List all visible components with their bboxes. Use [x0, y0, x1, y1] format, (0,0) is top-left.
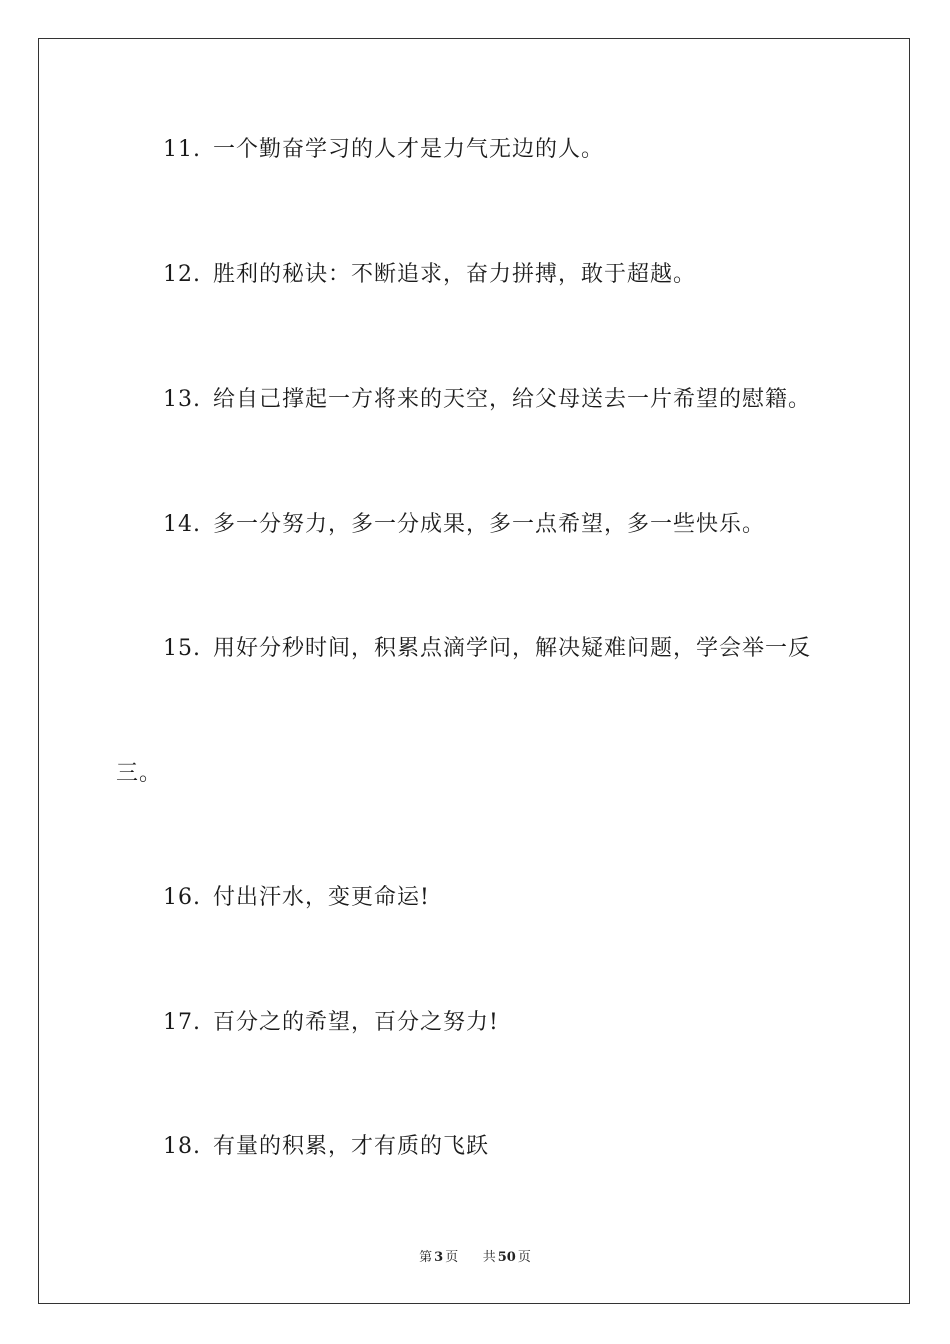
item-number: 17. [163, 1010, 201, 1035]
list-item [163, 1009, 499, 1037]
list-item-continuation [116, 760, 162, 788]
page-frame [38, 38, 910, 1304]
item-text: 付出汗水，变更命运! [213, 885, 430, 910]
list-item [163, 1133, 489, 1161]
page-footer [0, 1246, 950, 1265]
item-number: 18. [163, 1134, 201, 1159]
total-indicator [481, 1250, 533, 1265]
list-item [163, 136, 604, 164]
item-text: 一个勤奋学习的人才是力气无边的人。 [213, 137, 605, 162]
page-suffix: 页 [445, 1250, 459, 1265]
page-prefix: 第 [419, 1250, 433, 1265]
list-item [163, 261, 696, 289]
item-text: 百分之的希望，百分之努力! [213, 1010, 499, 1035]
item-text: 给自己撑起一方将来的天空，给父母送去一片希望的慰籍。 [213, 387, 812, 412]
item-text: 三。 [116, 761, 163, 786]
item-number: 11. [163, 137, 201, 162]
page-indicator [417, 1250, 460, 1265]
item-text: 有量的积累，才有质的飞跃 [213, 1134, 490, 1159]
item-text: 多一分努力，多一分成果，多一点希望，多一些快乐。 [213, 512, 766, 537]
item-number: 15. [163, 636, 201, 661]
total-suffix: 页 [517, 1250, 531, 1265]
list-item [163, 511, 765, 539]
total-number: 50 [497, 1250, 516, 1265]
item-number: 14. [163, 512, 201, 537]
total-prefix: 共 [482, 1250, 496, 1265]
list-item [163, 635, 811, 663]
item-number: 16. [163, 885, 201, 910]
page-number: 3 [434, 1250, 444, 1265]
list-item [163, 386, 811, 414]
item-text: 用好分秒时间，积累点滴学问，解决疑难问题，学会举一反 [213, 636, 812, 661]
item-number: 12. [163, 262, 201, 287]
item-number: 13. [163, 387, 201, 412]
item-text: 胜利的秘诀：不断追求，奋力拼搏，敢于超越。 [213, 262, 697, 287]
list-item [163, 884, 430, 912]
